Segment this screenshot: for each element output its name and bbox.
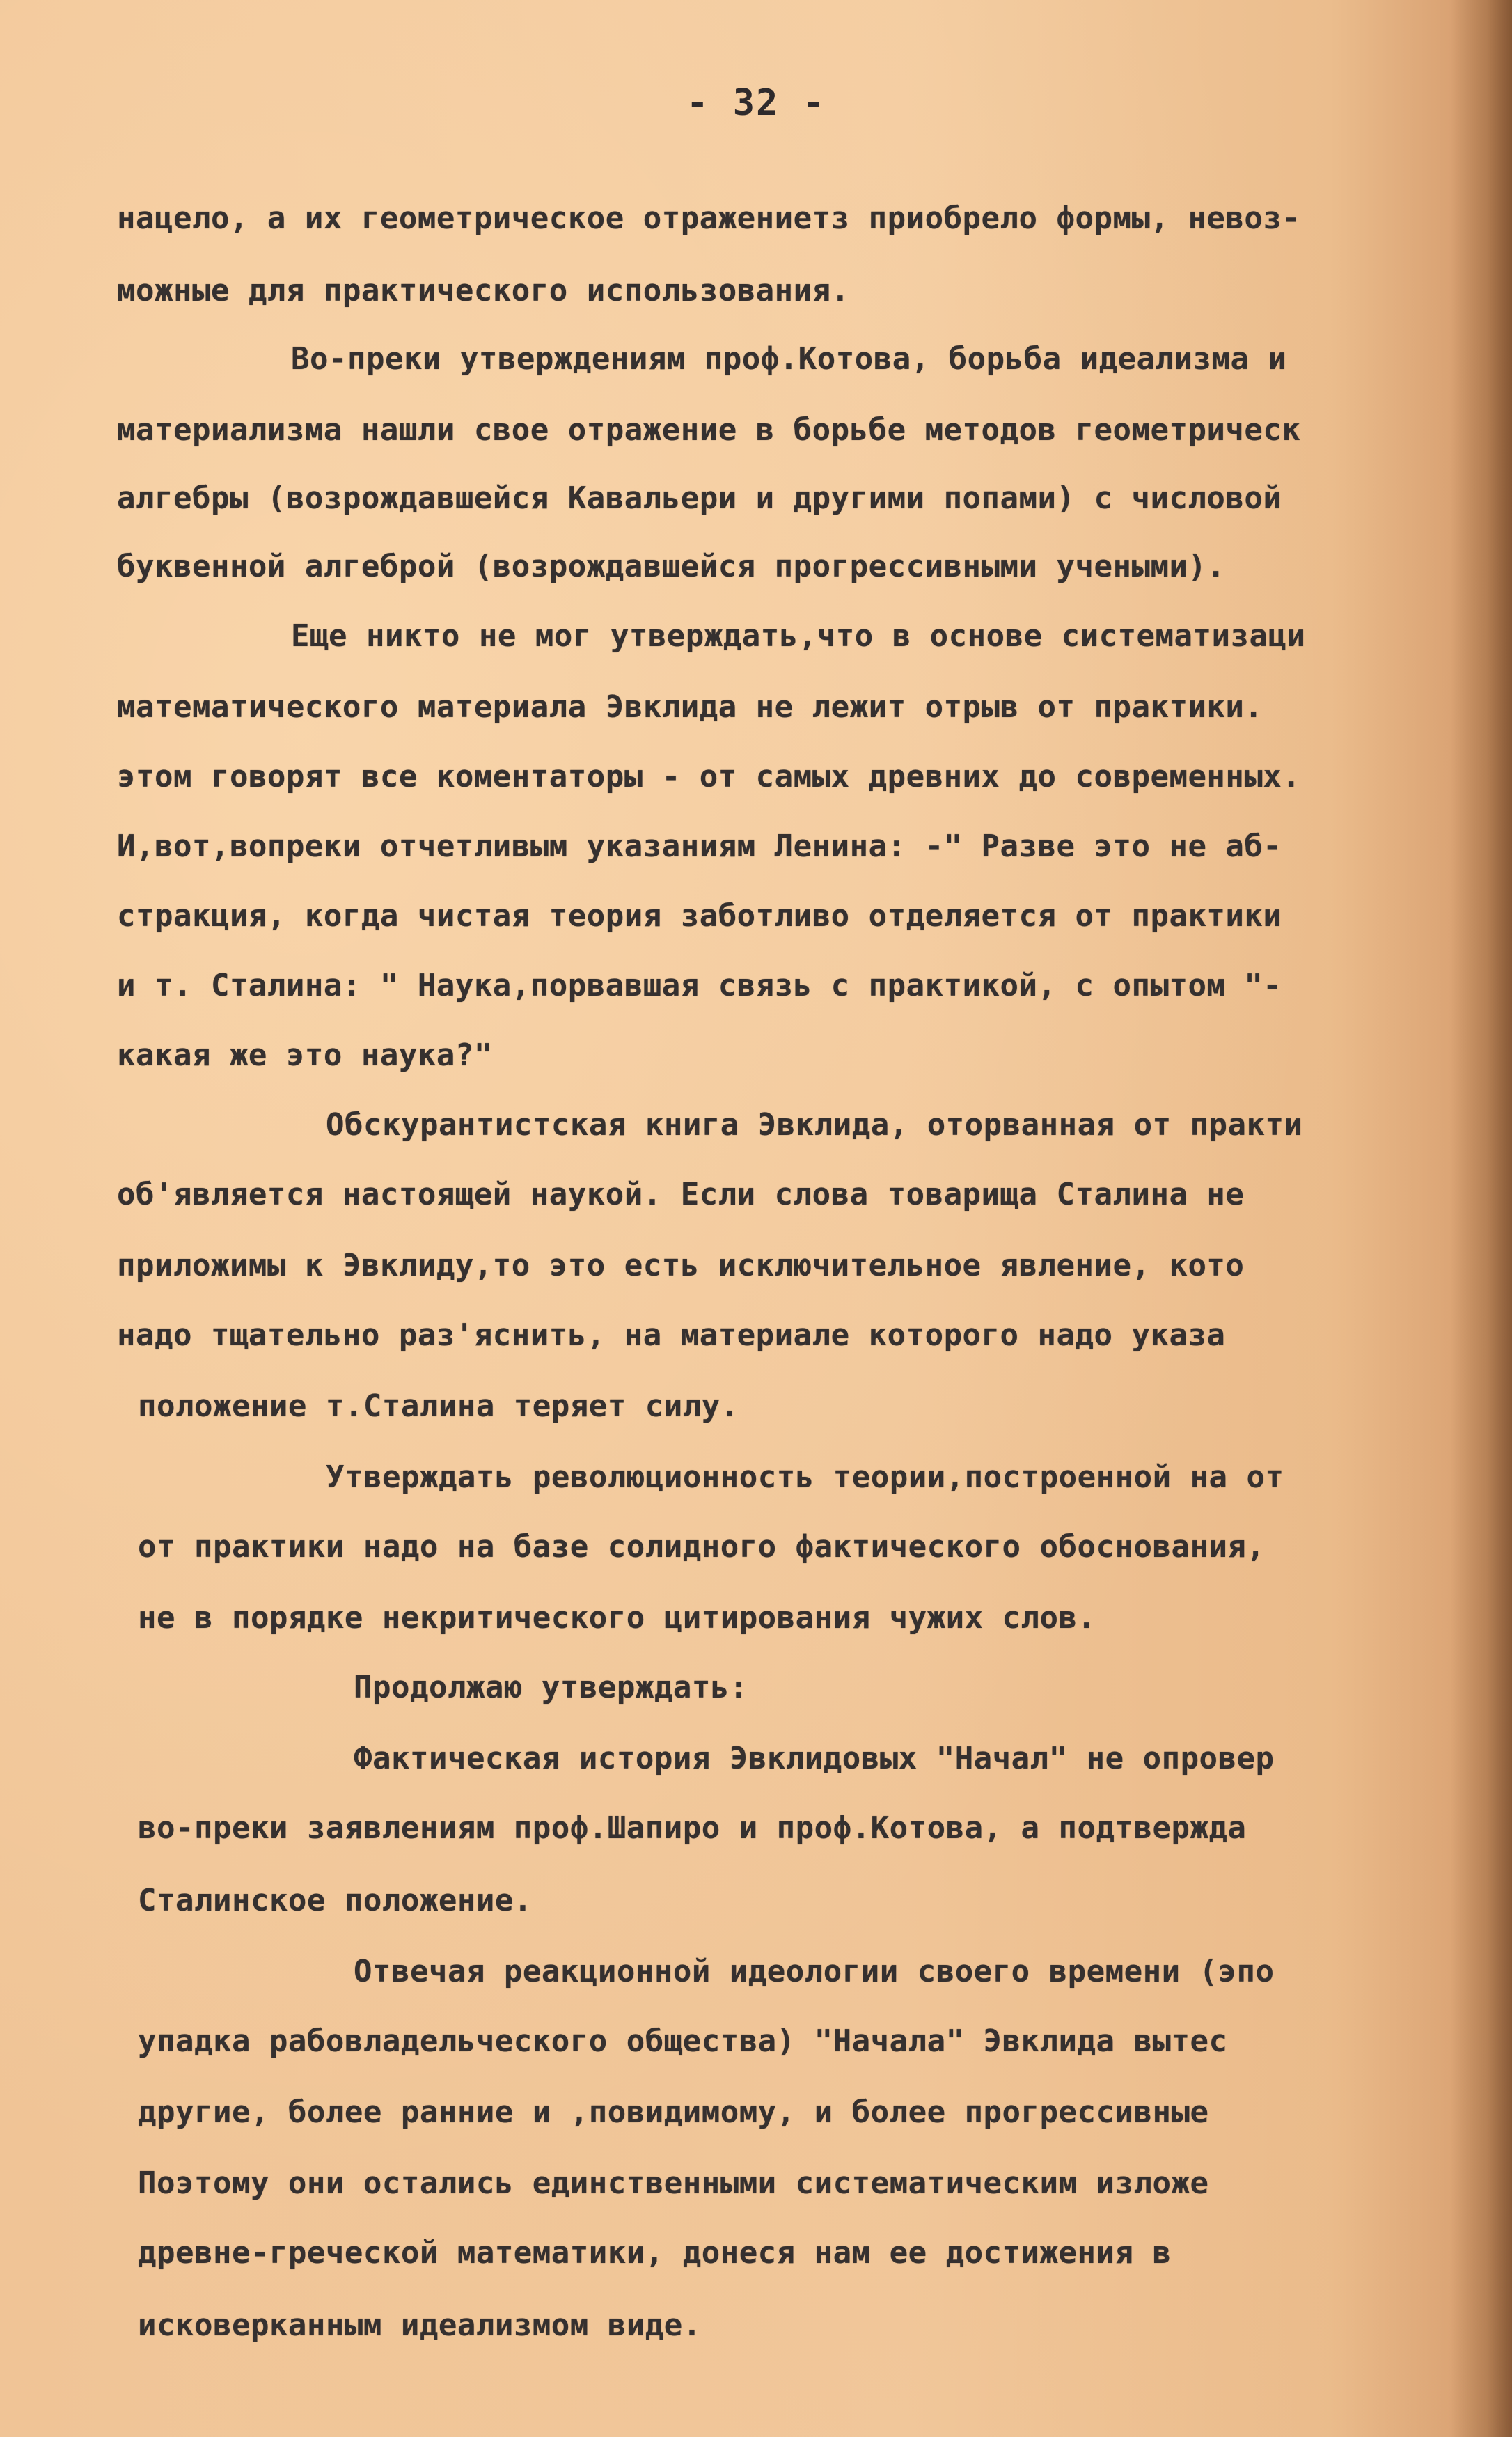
text-line: Сталинское положение. — [138, 1883, 533, 1918]
text-line: Во-преки утверждениям проф.Котова, борьба идеализма и — [291, 341, 1287, 377]
text-line: алгебры (возрождавшейся Кавальери и другими попами) с числовой — [117, 480, 1282, 516]
text-line: Поэтому они остались единственными систематическим изложе — [138, 2165, 1209, 2201]
text-line: не в порядке некритического цитирования чужих слов. — [138, 1600, 1096, 1636]
text-line: и т. Сталина: " Наука,порвавшая связь с практикой, с опытом "- — [117, 968, 1282, 1003]
text-line: Продолжаю утверждать: — [354, 1670, 748, 1705]
text-line: математического материала Эвклида не лежит отрыв от практики. — [117, 689, 1263, 725]
text-line: исковерканным идеализмом виде. — [138, 2307, 702, 2343]
text-line: И,вот,вопреки отчетливым указаниям Ленина: -" Разве это не аб- — [117, 829, 1282, 864]
text-line: этом говорят все коментаторы - от самых древних до современных. — [117, 759, 1301, 794]
text-line: Утверждать революционность теории,построенной на от — [326, 1459, 1284, 1495]
text-line: древне-греческой математики, донеся нам ее достижения в — [138, 2235, 1172, 2271]
page-edge-shadow — [1449, 0, 1512, 2437]
text-line: буквенной алгеброй (возрождавшейся прогрессивными учеными). — [117, 549, 1226, 584]
text-line: положение т.Сталина теряет силу. — [138, 1388, 739, 1424]
text-line: можные для практического использования. — [117, 273, 850, 308]
text-line: стракция, когда чистая теория заботливо отделяется от практики — [117, 898, 1282, 934]
text-line: приложимы к Эвклиду,то это есть исключительное явление, кото — [117, 1248, 1245, 1283]
text-line: другие, более ранние и ,повидимому, и более прогрессивные — [138, 2094, 1209, 2130]
text-line: Еще никто не мог утверждать,что в основе систематизаци — [291, 618, 1306, 654]
page-number: - 32 - — [686, 82, 826, 124]
text-line: Фактическая история Эвклидовых "Начал" не опровер — [354, 1741, 1275, 1776]
text-line: во-преки заявлениям проф.Шапиро и проф.Котова, а подтвержда — [138, 1810, 1247, 1846]
text-line: от практики надо на базе солидного фактического обоснования, — [138, 1529, 1266, 1565]
text-line: нацело, а их геометрическое отражениетз приобрело формы, невоз- — [117, 201, 1301, 236]
text-line: надо тщательно раз'яснить, на материале которого надо указа — [117, 1317, 1226, 1353]
text-line: упадка рабовладельческого общества) "Начала" Эвклида вытес — [138, 2023, 1228, 2059]
text-line: об'является настоящей наукой. Если слова товарища Сталина не — [117, 1177, 1245, 1212]
text-line: Отвечая реакционной идеологии своего времени (эпо — [354, 1954, 1275, 1989]
text-line: Обскурантистская книга Эвклида, оторванная от практи — [326, 1107, 1303, 1143]
text-line: какая же это наука?" — [117, 1037, 493, 1073]
text-line: материализма нашли свое отражение в борьбе методов геометрическ — [117, 412, 1301, 448]
